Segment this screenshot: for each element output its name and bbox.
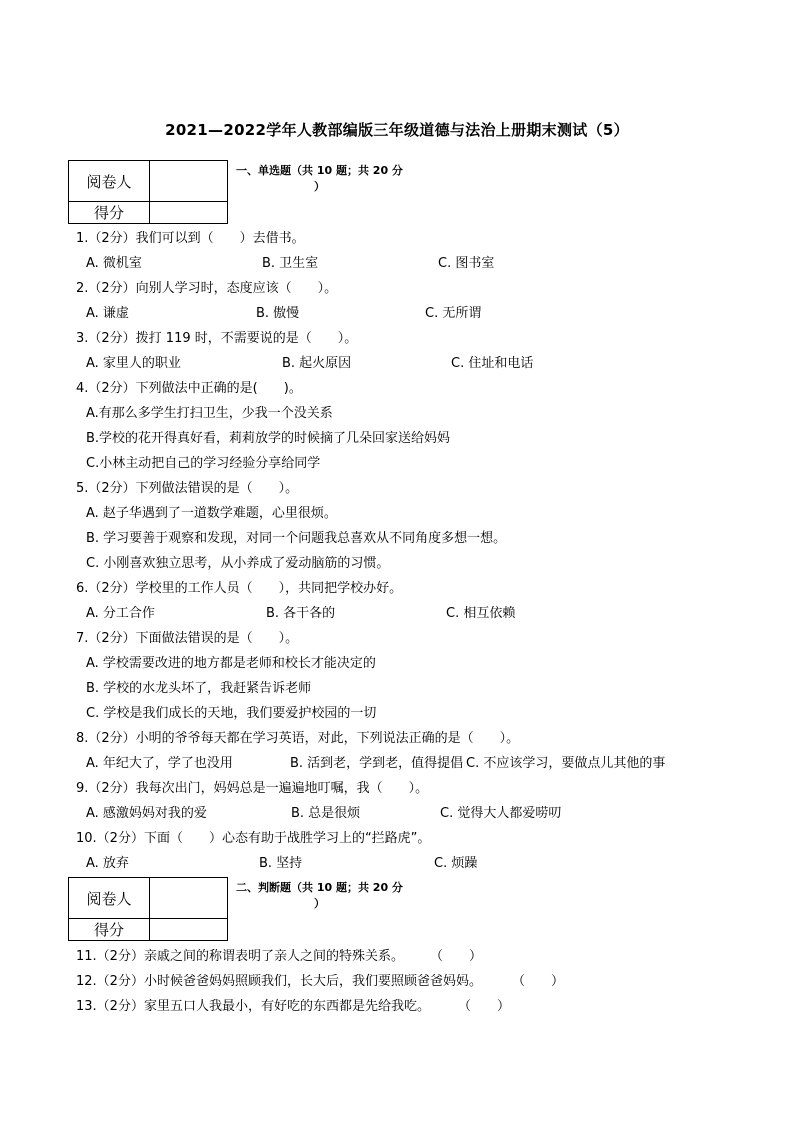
answer-option[interactable]: C. 学校是我们成长的天地，我们要爱护校园的一切 [86,706,377,721]
answer-option[interactable]: B. 学习要善于观察和发现，对同一个问题我总喜欢从不同角度多想一想。 [86,531,507,546]
question-stem: 1.（2分）我们可以到（ ）去借书。 [76,231,305,246]
answer-option[interactable]: B. 坚持 [259,856,303,871]
answer-option[interactable]: B. 各干各的 [266,606,336,621]
question-stem: 5.（2分）下列做法错误的是（ ）。 [76,481,299,496]
judgment-item [76,998,510,1016]
question-stem: 4.（2分）下列做法中正确的是( )。 [76,381,302,396]
judgment-stem: 12.（2分）小时候爸爸妈妈照顾我们，长大后，我们要照顾爸爸妈妈。 [76,974,482,989]
page-title: 2021—2022学年人教部编版三年级道德与法治上册期末测试（5） [165,121,629,139]
answer-paren[interactable]: （ ） [457,999,510,1014]
question-stem: 3.（2分）拨打 119 时，不需要说的是（ ）。 [76,331,358,346]
reviewer-label: 阅卷人 [69,161,150,202]
section-heading [236,163,416,195]
answer-option[interactable]: C. 觉得大人都爱唠叨 [440,806,562,821]
answer-option[interactable]: A. 年纪大了，学了也没用 [86,756,233,771]
score-cell [150,202,228,224]
judgment-stem: 11.（2分）亲戚之间的称谓表明了亲人之间的特殊关系。 [76,949,404,964]
reviewer-cell [150,161,228,202]
section-heading [236,880,416,912]
answer-option[interactable]: A. 赵子华遇到了一道数学难题，心里很烦。 [86,506,337,521]
answer-option[interactable]: A.有那么多学生打扫卫生，少我一个没关系 [86,406,333,421]
question-stem: 7.（2分）下面做法错误的是（ ）。 [76,631,299,646]
answer-option[interactable]: A. 分工合作 [86,606,155,621]
answer-option[interactable]: A. 谦虚 [86,306,129,321]
answer-option[interactable]: C. 住址和电话 [451,356,534,371]
answer-option[interactable]: B. 傲慢 [256,306,300,321]
answer-option[interactable]: C. 无所谓 [425,306,482,321]
section-heading-close: ） [314,180,325,193]
answer-option[interactable]: C. 图书室 [438,256,495,271]
question-stem: 2.（2分）向别人学习时，态度应该（ ）。 [76,281,338,296]
question-stem: 9.（2分）我每次出门，妈妈总是一遍遍地叮嘱，我（ ）。 [76,781,429,796]
answer-option[interactable]: A. 学校需要改进的地方都是老师和校长才能决定的 [86,656,376,671]
reviewer-cell [150,878,228,919]
answer-option[interactable]: B. 总是很烦 [291,806,361,821]
score-label: 得分 [69,919,150,941]
answer-option[interactable]: A. 微机室 [86,256,142,271]
answer-option[interactable]: A. 感激妈妈对我的爱 [86,806,207,821]
answer-option[interactable]: B. 活到老，学到老，值得提倡 [290,756,464,771]
section-heading-text: 一、单选题（共 10 题；共 20 分 [236,164,403,177]
answer-paren[interactable]: （ ） [429,949,482,964]
question-stem: 8.（2分）小明的爷爷每天都在学习英语，对此，下列说法正确的是（ ）。 [76,731,520,746]
answer-option[interactable]: A. 家里人的职业 [86,356,181,371]
answer-option[interactable]: B.学校的花开得真好看，莉莉放学的时候摘了几朵回家送给妈妈 [86,431,451,446]
question-stem: 10.（2分）下面（ ）心态有助于战胜学习上的“拦路虎”。 [76,831,431,846]
section-heading-close: ） [314,897,325,910]
score-cell [150,919,228,941]
judgment-item [76,973,564,991]
answer-option[interactable]: C. 相互依赖 [446,606,516,621]
answer-option[interactable]: B. 卫生室 [262,256,319,271]
answer-option[interactable]: B. 学校的水龙头坏了，我赶紧告诉老师 [86,681,312,696]
answer-paren[interactable]: （ ） [511,974,564,989]
question-stem: 6.（2分）学校里的工作人员（ ），共同把学校办好。 [76,581,403,596]
answer-option[interactable]: C. 不应该学习，要做点儿其他的事 [466,756,666,771]
answer-option[interactable]: A. 放弃 [86,856,129,871]
answer-option[interactable]: C. 烦躁 [434,856,478,871]
answer-option[interactable]: B. 起火原因 [282,356,352,371]
section-heading-text: 二、判断题（共 10 题；共 20 分 [236,881,403,894]
reviewer-label: 阅卷人 [69,878,150,919]
score-label: 得分 [69,202,150,224]
judgment-item [76,948,482,966]
answer-option[interactable]: C.小林主动把自己的学习经验分享给同学 [86,456,321,471]
judgment-stem: 13.（2分）家里五口人我最小，有好吃的东西都是先给我吃。 [76,999,430,1014]
score-box [68,160,228,224]
answer-option[interactable]: C. 小刚喜欢独立思考，从小养成了爱动脑筋的习惯。 [86,556,390,571]
score-box [68,877,228,941]
